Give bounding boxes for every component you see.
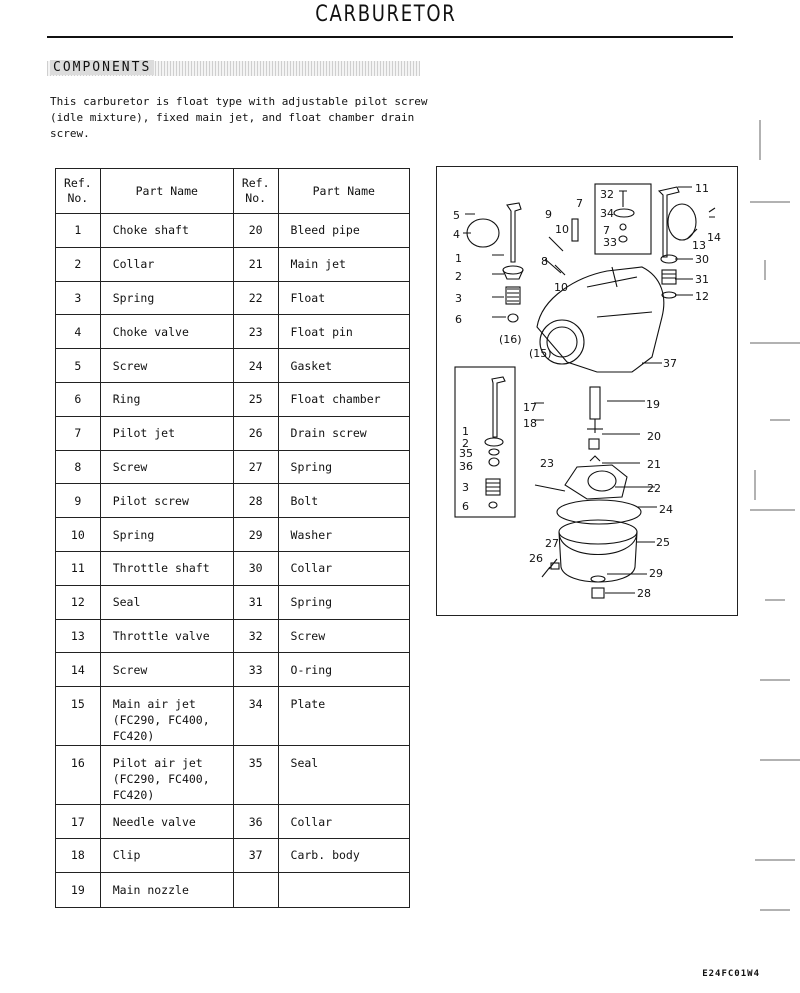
table-row — [56, 214, 410, 248]
diagram-callout: 8 — [541, 255, 548, 268]
part-name-cell — [100, 214, 233, 248]
part-name-cell — [100, 247, 233, 281]
ref-no-cell: 35 — [233, 746, 278, 805]
part-name-cell — [100, 484, 233, 518]
right-margin-artifacts — [740, 0, 800, 993]
table-row — [56, 653, 410, 687]
ref-no-cell: 24 — [233, 349, 278, 383]
table-row — [56, 484, 410, 518]
ref-no-cell: 6 — [56, 382, 101, 416]
carburetor-exploded-drawing — [437, 167, 737, 615]
table-row — [56, 450, 410, 484]
part-name-cell — [100, 281, 233, 315]
ref-no-cell: 13 — [56, 619, 101, 653]
table-row — [56, 382, 410, 416]
ref-no-cell: 21 — [233, 247, 278, 281]
ref-no-header-left: Ref. No. — [56, 169, 101, 214]
ref-no-cell — [233, 872, 278, 907]
ref-no-cell: 30 — [233, 551, 278, 585]
diagram-callout: 1 — [462, 425, 469, 438]
part-name-text: Ring — [112, 392, 141, 407]
diagram-callout: 6 — [455, 313, 462, 326]
diagram-callout: 4 — [453, 228, 460, 241]
table-row — [56, 805, 410, 839]
diagram-callout: 18 — [523, 417, 537, 430]
part-name-text: Seal — [112, 595, 141, 610]
diagram-callout: 9 — [545, 208, 552, 221]
diagram-callout: 32 — [600, 188, 614, 201]
ref-no-cell: 7 — [56, 416, 101, 450]
ref-no-cell: 8 — [56, 450, 101, 484]
table-row — [56, 838, 410, 872]
ref-no-cell: 12 — [56, 585, 101, 619]
diagram-callout: 12 — [695, 290, 709, 303]
parts-table — [55, 168, 410, 908]
diagram-callout: 6 — [462, 500, 469, 513]
choke-valve-part — [467, 219, 499, 247]
title-rule — [47, 36, 733, 38]
part-name-text: Needle valve — [112, 814, 196, 829]
ref-no-cell: 37 — [233, 838, 278, 872]
diagram-callout: 13 — [692, 239, 706, 252]
diagram-callout: 27 — [545, 537, 559, 550]
part-name-cell: Main jet — [278, 247, 409, 281]
part-name-text: Spring — [112, 290, 155, 305]
ref-no-cell: 34 — [233, 687, 278, 746]
ref-no-cell: 3 — [56, 281, 101, 315]
part-model-note: (FC290, FC400, FC420) — [112, 772, 210, 803]
part-name-cell — [100, 416, 233, 450]
part-name-text: Spring — [112, 527, 155, 542]
table-row — [56, 619, 410, 653]
ref-no-cell: 17 — [56, 805, 101, 839]
ref-no-cell: 4 — [56, 315, 101, 349]
part-name-cell — [100, 619, 233, 653]
ref-no-cell: 29 — [233, 518, 278, 552]
part-name-header-right: Part Name — [278, 169, 409, 214]
part-name-cell: O-ring — [278, 653, 409, 687]
ref-no-cell: 10 — [56, 518, 101, 552]
diagram-callout: 23 — [540, 457, 554, 470]
part-name-cell: Screw — [278, 619, 409, 653]
table-row — [56, 281, 410, 315]
page-title: CARBURETOR — [315, 2, 457, 27]
ref-no-cell: 26 — [233, 416, 278, 450]
part-name-text: Throttle shaft — [112, 561, 210, 576]
diagram-callout: 3 — [462, 481, 469, 494]
part-name-cell: Carb. body — [278, 838, 409, 872]
diagram-callout: 10 — [555, 223, 569, 236]
diagram-callout: 17 — [523, 401, 537, 414]
diagram-callout: 20 — [647, 430, 661, 443]
diagram-callout: 28 — [637, 587, 651, 600]
diagram-callout: 29 — [649, 567, 663, 580]
ref-no-cell: 2 — [56, 247, 101, 281]
diagram-callout: 22 — [647, 482, 661, 495]
part-name-cell: Float — [278, 281, 409, 315]
table-row — [56, 585, 410, 619]
diagram-callout: 33 — [603, 236, 617, 249]
part-name-text: Pilot air jet — [112, 756, 203, 771]
diagram-callout: 2 — [455, 270, 462, 283]
ref-no-cell: 5 — [56, 349, 101, 383]
part-name-cell — [100, 805, 233, 839]
ref-no-cell: 31 — [233, 585, 278, 619]
table-header-row — [56, 169, 410, 214]
section-header-bar — [47, 61, 420, 76]
ref-no-cell: 14 — [56, 653, 101, 687]
ref-no-cell: 23 — [233, 315, 278, 349]
diagram-callout: 19 — [646, 398, 660, 411]
table-row — [56, 687, 410, 746]
diagram-callout: 21 — [647, 458, 661, 471]
part-name-text: Collar — [112, 257, 155, 272]
table-row — [56, 315, 410, 349]
diagram-callout: 11 — [695, 182, 709, 195]
part-name-cell: Bolt — [278, 484, 409, 518]
ref-no-cell: 1 — [56, 214, 101, 248]
part-name-text: Throttle valve — [112, 628, 210, 643]
document-code: E24FC01W4 — [702, 969, 760, 979]
part-name-header-left: Part Name — [100, 169, 233, 214]
part-name-cell — [100, 518, 233, 552]
diagram-callout: 10 — [554, 281, 568, 294]
part-name-text: Screw — [112, 662, 148, 677]
part-name-cell: Plate — [278, 687, 409, 746]
table-row — [56, 872, 410, 907]
table-row — [56, 551, 410, 585]
part-name-cell: Bleed pipe — [278, 214, 409, 248]
table-row — [56, 746, 410, 805]
part-name-text: Screw — [112, 459, 148, 474]
exploded-view-diagram — [436, 166, 738, 616]
part-name-text: Choke valve — [112, 324, 189, 339]
part-name-text: Screw — [112, 358, 148, 373]
diagram-callout: 7 — [576, 197, 583, 210]
part-name-cell: Spring — [278, 450, 409, 484]
parts-table-body — [56, 214, 410, 908]
part-name-text: Choke shaft — [112, 223, 189, 238]
ref-no-cell: 19 — [56, 872, 101, 907]
choke-shaft-part — [507, 203, 521, 262]
part-name-text: Main air jet — [112, 697, 196, 712]
part-name-text: Pilot jet — [112, 426, 176, 441]
part-name-cell: Collar — [278, 551, 409, 585]
part-name-cell: Spring — [278, 585, 409, 619]
ref-no-header-right: Ref. No. — [233, 169, 278, 214]
diagram-callout: 5 — [453, 209, 460, 222]
diagram-callout: 3 — [455, 292, 462, 305]
part-name-cell: Float pin — [278, 315, 409, 349]
part-name-cell: Gasket — [278, 349, 409, 383]
part-name-cell: Washer — [278, 518, 409, 552]
diagram-callout: 7 — [603, 224, 610, 237]
part-name-cell — [100, 746, 233, 805]
table-row — [56, 518, 410, 552]
part-name-cell — [100, 315, 233, 349]
section-title: COMPONENTS — [50, 60, 154, 75]
part-name-cell — [100, 838, 233, 872]
ref-no-cell: 32 — [233, 619, 278, 653]
diagram-callout: 14 — [707, 231, 721, 244]
part-name-cell — [100, 872, 233, 907]
part-name-cell: Drain screw — [278, 416, 409, 450]
part-name-cell: Seal — [278, 746, 409, 805]
diagram-callout: 31 — [695, 273, 709, 286]
diagram-callout: 2 — [462, 437, 469, 450]
diagram-callout: 25 — [656, 536, 670, 549]
ref-no-cell: 15 — [56, 687, 101, 746]
part-name-cell — [100, 349, 233, 383]
diagram-callout: 30 — [695, 253, 709, 266]
ref-no-cell: 9 — [56, 484, 101, 518]
part-name-cell — [100, 551, 233, 585]
part-name-text: Clip — [112, 848, 141, 863]
diagram-callout: (16) — [499, 333, 522, 346]
ref-no-cell: 25 — [233, 382, 278, 416]
ref-no-cell: 27 — [233, 450, 278, 484]
part-name-cell: Float chamber — [278, 382, 409, 416]
diagram-callout: 34 — [600, 207, 614, 220]
intro-paragraph: This carburetor is float type with adjustable pilot screw (idle mixture), fixed main jet, and float chamber drain screw. — [50, 95, 428, 140]
part-name-cell — [278, 872, 409, 907]
ref-no-cell: 11 — [56, 551, 101, 585]
part-model-note: (FC290, FC400, FC420) — [112, 713, 210, 744]
ref-no-cell: 28 — [233, 484, 278, 518]
table-row — [56, 349, 410, 383]
part-name-cell — [100, 382, 233, 416]
ref-no-cell: 36 — [233, 805, 278, 839]
ref-no-cell: 20 — [233, 214, 278, 248]
diagram-callout: 24 — [659, 503, 673, 516]
table-row — [56, 247, 410, 281]
part-name-cell — [100, 687, 233, 746]
ref-no-cell: 33 — [233, 653, 278, 687]
diagram-callout: 26 — [529, 552, 543, 565]
part-name-cell — [100, 653, 233, 687]
part-name-cell: Collar — [278, 805, 409, 839]
ref-no-cell: 16 — [56, 746, 101, 805]
part-name-text: Main nozzle — [112, 882, 189, 897]
diagram-callout: 36 — [459, 460, 473, 473]
ref-no-cell: 18 — [56, 838, 101, 872]
part-name-cell — [100, 585, 233, 619]
part-name-text: Pilot screw — [112, 493, 189, 508]
diagram-callout: 35 — [459, 447, 473, 460]
part-name-cell — [100, 450, 233, 484]
diagram-callout: 37 — [663, 357, 677, 370]
diagram-callout: 1 — [455, 252, 462, 265]
table-row — [56, 416, 410, 450]
diagram-callout: (15) — [529, 347, 552, 360]
ref-no-cell: 22 — [233, 281, 278, 315]
